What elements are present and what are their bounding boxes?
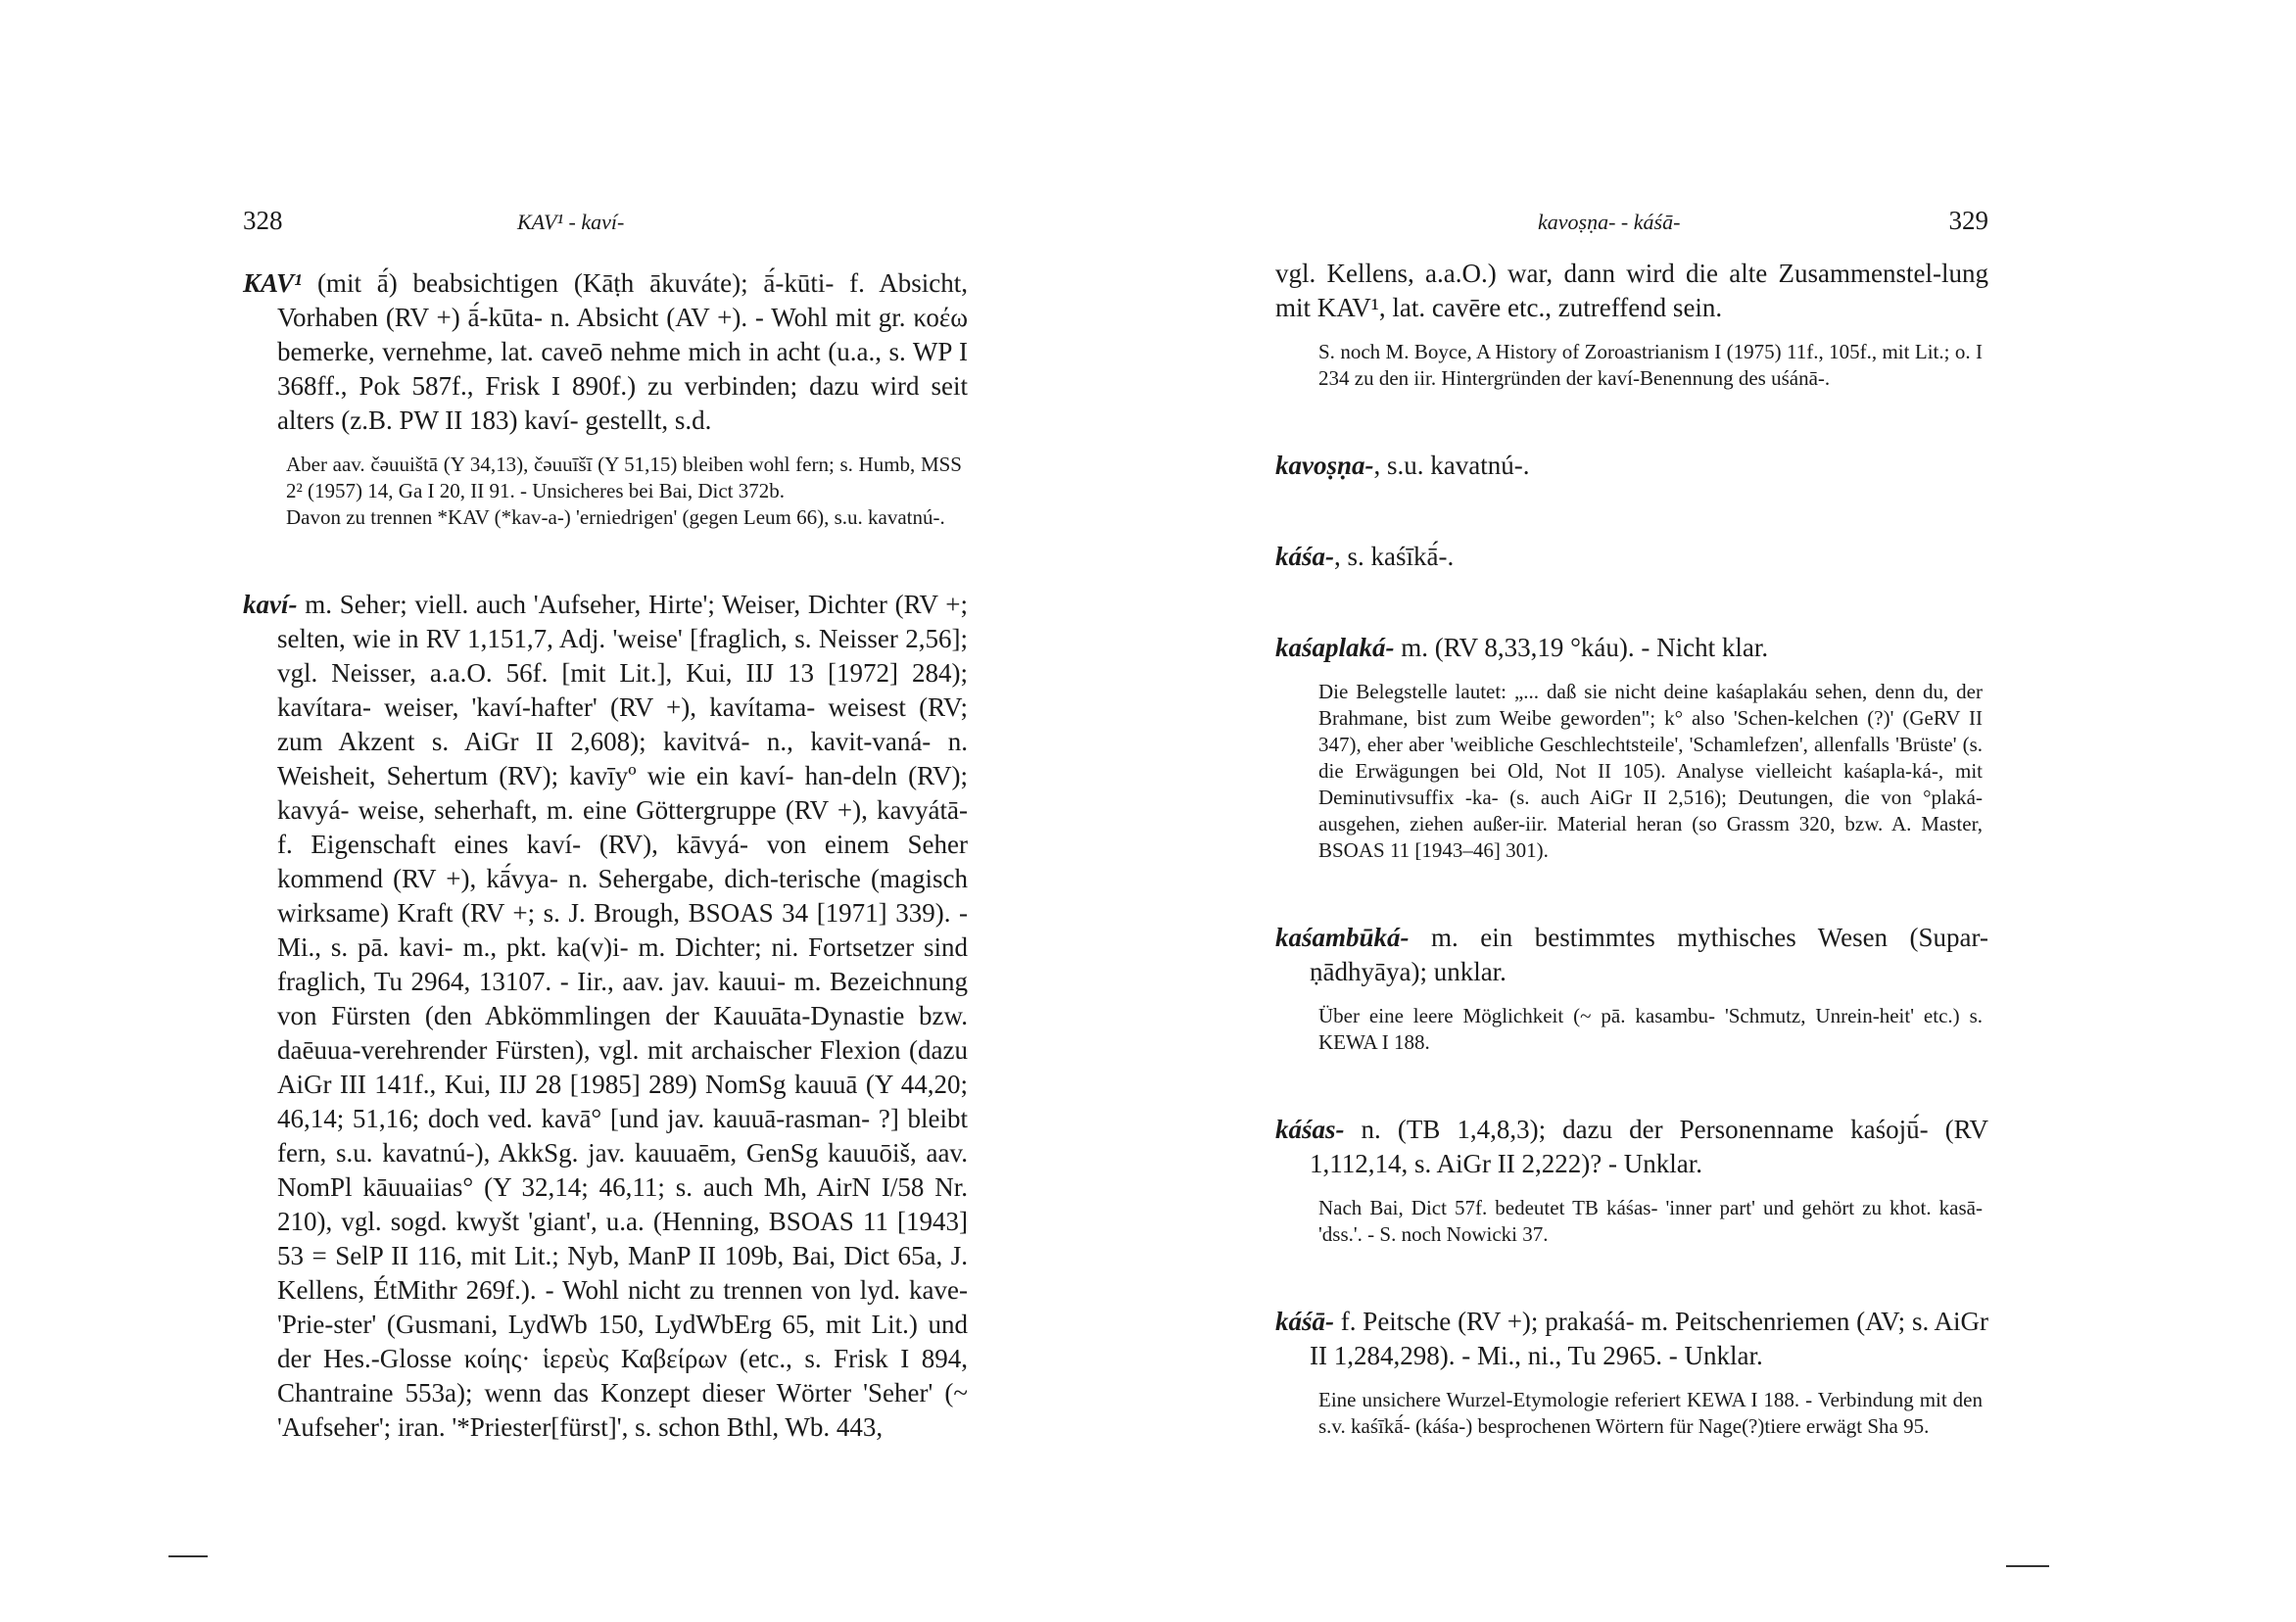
running-head-left: KAV¹ - kaví- (517, 210, 625, 234)
entry-kav-note-2: Davon zu trennen *KAV (*kav-a-) 'erniedrigen' (gegen Leum 66), s.u. kavatnú-. (286, 505, 945, 529)
lemma-kav: KAV¹ (243, 268, 303, 298)
entry-kav-text: (mit ā́) beabsichtigen (Kāṭh ākuváte); ā́-kūti- f. Absicht, Vorhaben (RV +) ā́-kūta- n. Absicht (AV +). - Wohl mit gr. κοέω bemerke, vernehme, lat. caveō nehme mich in acht (u.a., s. WP I 368ff., Pok 587f., Frisk I 890f.) zu verbinden; dazu wird seit alters (z.B. PW II 183) kaví- gestellt, s.d. (277, 268, 968, 435)
gutter (1103, 118, 1113, 1538)
entry-kasaplaka (1275, 631, 1988, 665)
spacer (1275, 574, 1988, 631)
entry-kasaplaka-note: Die Belegstelle lautet: „... daß sie nicht deine kaśaplakáu sehen, denn du, der Brahmane, bist zum Weibe geworden"; k° also 'Schen-kelchen (?)' (GeRV II 347), eher aber 'weibliche Geschlechtsteile', 'Schamlefzen', allenfalls 'Brüste' (s. die Erwägungen bei Old, Not II 105). Analyse vielleicht kaśapla-ká-, mit Deminutivsuffix -ka- (s. auch AiGr II 2,516); Deutungen, die von °plaká- ausgehen, ziehen außer-iir. Material heran (so Grassm 320, bzw. A. Master, BSOAS 11 [1943–46] 301). (1318, 680, 1983, 862)
lemma-kasa: káśa- (1275, 542, 1334, 571)
left-page-header (243, 206, 968, 245)
lemma-kasambuka: kaśambūká- (1275, 923, 1410, 952)
entry-kasa-2 (1275, 1305, 1988, 1373)
entry-kasambuka-text: m. ein bestimmtes mythisches Wesen (Supar-ṇādhyāya); unklar. (1310, 923, 1988, 986)
running-head-right: kavoṣṇa- - káśā- (1538, 210, 1681, 234)
page-number-right: 329 (1948, 206, 1988, 235)
entry-kavi-text: m. Seher; viell. auch 'Aufseher, Hirte'; Weiser, Dichter (RV +; selten, wie in RV 1,151,7, Adj. 'weise' [fraglich, s. Neisser 2,56]; vgl. Neisser, a.a.O. 56f. [mit Lit.], Kui, IIJ 13 [1972] 284); kavítara- weiser, 'kaví-hafter' (RV +), kavítama- weisest (RV; zum Akzent s. AiGr II 2,608); kavitvá- n., kavit-vaná- n. Weisheit, Sehertum (RV); kavīyº wie ein kaví- han-deln (RV); kavyá- weise, seherhaft, m. eine Göttergruppe (RV +), kavyátā- f. Eigenschaft eines kaví- (RV), kāvyá- von einem Seher kommend (RV +), kā́vya- n. Sehergabe, dich-terische (magisch wirksame) Kraft (RV +; s. J. Brough, BSOAS 34 [1971] 339). - Mi., s. pā. kavi- m., pkt. ka(v)i- m. Dichter; ni. Fortsetzer sind fraglich, Tu 2964, 13107. - Iir., aav. jav. kauui- m. Bezeichnung von Fürsten (den Abkömmlingen der Kauuāta-Dynastie bzw. daēuua-verehrender Fürsten), vgl. mit archaischer Flexion (dazu AiGr III 141f., Kui, IIJ 28 [1985] 289) NomSg kauuā (Y 44,20; 46,14; 51,16; doch ved. kavā° [und jav. kauuā-rasman- ?] bleibt fern, s.u. kavatnú-), AkkSg. jav. kauuaēm, GenSg kauuōiš, aav. NomPl kāuuaiias° (Y 32,14; 46,11; s. auch Mh, AirN I/58 Nr. 210), vgl. sogd. kwyšt 'giant', u.a. (Henning, BSOAS 11 [1943] 53 = SelP II 116, mit Lit.; Nyb, ManP II 109b, Bai, Dict 65a, J. Kellens, ÉtMithr 269f.). - Wohl nicht zu trennen von lyd. kave- 'Prie-ster' (Gusmani, LydWb 150, LydWbErg 65, mit Lit.) und der Hes.-Glosse κοίης· ἱερεὺς Καβείρων (etc., s. Frisk I 894, Chantraine 553a); wenn das Konzept dieser Wörter 'Seher' (~ 'Aufseher'; iran. '*Priester[fürst]', s. schon Bthl, Wb. 443, (277, 590, 968, 1442)
entry-continuation: vgl. Kellens, a.a.O.) war, dann wird die alte Zusammenstel-lung mit KAV¹, lat. cavēre etc., zutreffend sein. (1275, 259, 1988, 322)
entry-kasambuka (1275, 921, 1988, 989)
entry-kasambuka-note: Über eine leere Möglichkeit (~ pā. kasambu- 'Schmutz, Unrein-heit' etc.) s. KEWA I 188. (1318, 1004, 1983, 1054)
entry-kav (243, 266, 968, 438)
bottom-rule-right (2006, 1565, 2049, 1567)
entry-kasas-note: Nach Bai, Dict 57f. bedeutet TB káśas- 'inner part' und gehört zu khot. kasā- 'dss.'. - S. noch Nowicki 37. (1318, 1196, 1983, 1246)
entry-kavosna-text: , s.u. kavatnú-. (1373, 451, 1530, 480)
entry-kasa (1275, 540, 1988, 574)
spacer (1275, 392, 1988, 449)
entry-kasa-text: , s. kaśīkā́-. (1334, 542, 1455, 571)
lemma-kasas: káśas- (1275, 1115, 1345, 1144)
entry-kasaplaka-text: m. (RV 8,33,19 °káu). - Nicht klar. (1394, 633, 1769, 662)
entry-kasas (1275, 1113, 1988, 1181)
spacer (1275, 1056, 1988, 1113)
entry-kavi (243, 588, 968, 1445)
spacer (1275, 864, 1988, 921)
lemma-kasaplaka: kaśaplaká- (1275, 633, 1395, 662)
entry-kasa-2-note: Eine unsichere Wurzel-Etymologie referiert KEWA I 188. - Verbindung mit den s.v. kaśīkā́- (káśa-) besprochenen Wörtern für Nage(?)tiere erwägt Sha 95. (1318, 1388, 1983, 1438)
entry-kavosna (1275, 449, 1988, 483)
entry-kasas-text: n. (TB 1,4,8,3); dazu der Personenname kaśojū́- (RV 1,112,14, s. AiGr II 2,222)? - Unklar. (1310, 1115, 1988, 1178)
right-page (1275, 0, 1988, 1622)
right-page-content (1275, 257, 1988, 1440)
lemma-kavi: kaví- (243, 590, 298, 619)
entry-kav-note-1: Aber aav. čəuuištā (Y 34,13), čəuuīšī (Y 51,15) bleiben wohl fern; s. Humb, MSS 2² (1957) 14, Ga I 20, II 91. - Unsicheres bei Bai, Dict 372b. (286, 453, 962, 502)
bottom-rule-left (168, 1555, 208, 1557)
spacer (1275, 483, 1988, 540)
lemma-kavosna: kavoṣṇa- (1275, 451, 1374, 480)
entry-kasa-2-text: f. Peitsche (RV +); prakaśá- m. Peitschenriemen (AV; s. AiGr II 1,284,298). - Mi., ni., Tu 2965. - Unklar. (1310, 1307, 1988, 1370)
right-page-header (1275, 206, 1988, 245)
spacer (243, 531, 968, 588)
lemma-kasa-2: káśā- (1275, 1307, 1334, 1336)
entry-continuation-note: S. noch M. Boyce, A History of Zoroastrianism I (1975) 11f., 105f., mit Lit.; o. I 234 zu den iir. Hintergründen der kaví-Benennung des uśánā-. (1318, 340, 1983, 390)
left-page (243, 0, 968, 1622)
page-number-left: 328 (243, 206, 283, 235)
left-page-content (243, 266, 968, 1445)
spacer (1275, 1248, 1988, 1305)
